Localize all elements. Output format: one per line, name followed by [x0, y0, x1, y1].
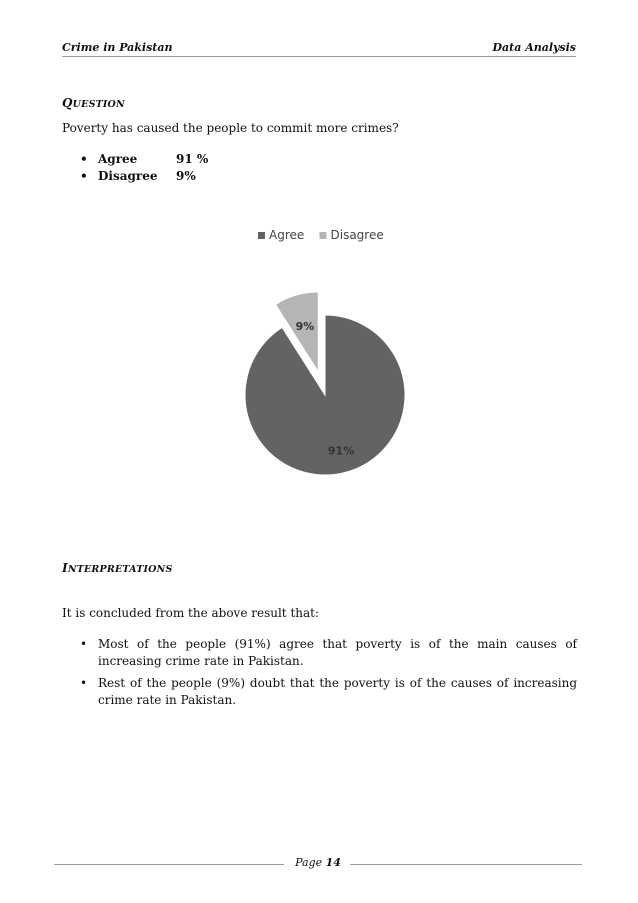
answer-value: 9% — [176, 169, 196, 183]
pie-slice-agree — [245, 315, 405, 475]
page-number — [290, 856, 346, 869]
bullet-dot-icon: • — [80, 169, 88, 183]
page-footer — [54, 856, 582, 876]
list-item-text: Most of the people (91%) agree that poverty is of the main causes of increasing crime rate in Pakistan. — [98, 637, 577, 668]
interpretations-heading-rest: NTERPRETATIONS — [67, 564, 173, 575]
answer-label: Disagree — [98, 169, 158, 183]
interpretations-intro: It is concluded from the above result that: — [62, 606, 320, 620]
list-item-text: Rest of the people (9%) doubt that the poverty is of the causes of increasing crime rate in Pakistan. — [98, 676, 577, 707]
footer-rule-right — [350, 864, 582, 865]
page-number-value: 14 — [325, 856, 341, 869]
page-prefix: Page — [295, 856, 323, 869]
question-heading — [62, 92, 125, 111]
interpretations-list — [80, 636, 577, 714]
question-heading-rest: UESTION — [72, 99, 125, 110]
answer-label: Agree — [98, 152, 138, 166]
legend-label-disagree: Disagree — [330, 228, 384, 242]
interpretations-heading-cap: I — [62, 561, 68, 575]
page-header — [62, 38, 576, 57]
question-text: Poverty has caused the people to commit more crimes? — [62, 121, 399, 135]
header-title: Crime in Pakistan — [62, 41, 173, 54]
bullet-dot-icon: • — [80, 637, 88, 651]
footer-rule-left — [54, 864, 284, 865]
legend-swatch-agree — [258, 232, 265, 239]
legend-label-agree: Agree — [269, 228, 305, 242]
bullet-dot-icon: • — [80, 676, 88, 690]
header-section: Data Analysis — [492, 41, 576, 54]
pie-chart-svg — [220, 220, 430, 490]
pie-chart — [220, 220, 430, 490]
question-heading-cap: Q — [62, 96, 73, 110]
bullet-dot-icon: • — [80, 152, 88, 166]
interpretations-heading — [62, 557, 173, 576]
data-label-agree: 91% — [327, 444, 355, 458]
list-item — [80, 636, 577, 669]
data-label-disagree: 9% — [295, 319, 315, 333]
legend-swatch-disagree — [320, 232, 327, 239]
list-item — [80, 675, 577, 708]
answer-value: 91 % — [176, 152, 209, 166]
